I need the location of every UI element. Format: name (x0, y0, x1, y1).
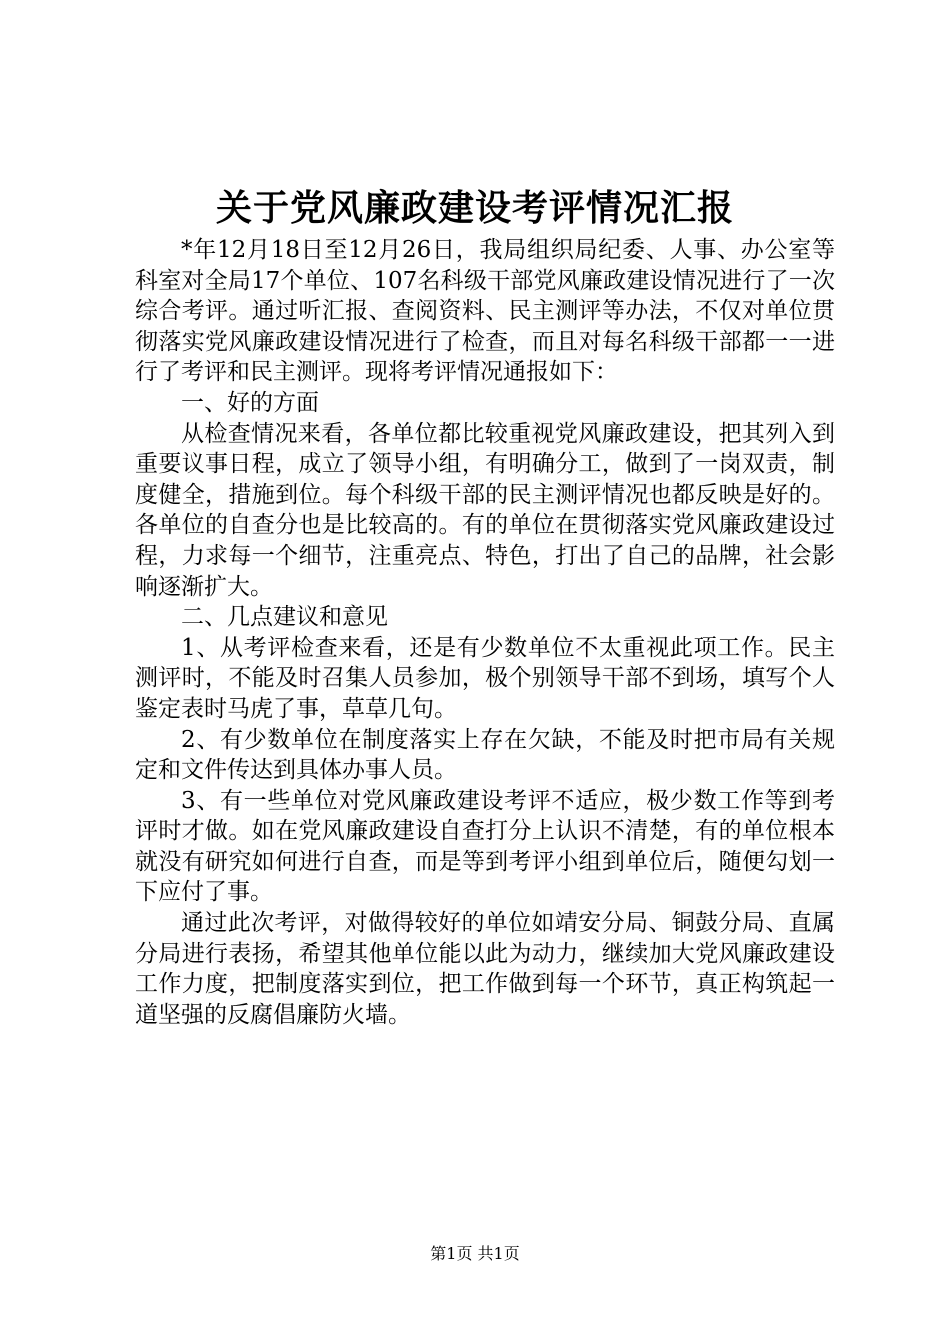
section-heading-good-aspects: 一、好的方面 (181, 389, 319, 416)
document-body (135, 235, 835, 1030)
suggestion-2-paragraph: 2、有少数单位在制度落实上存在欠缺，不能及时把市局有关规定和文件传达到具体办事人员。 (135, 726, 835, 784)
conclusion-paragraph: 通过此次考评，对做得较好的单位如靖安分局、铜鼓分局、直属分局进行表扬，希望其他单位能以此为动力，继续加大党风廉政建设工作力度，把制度落实到位，把工作做到每一个环节，真正构筑起一道坚强的反腐倡廉防火墙。 (135, 910, 835, 1028)
suggestion-1-paragraph: 1、从考评检查来看，还是有少数单位不太重视此项工作。民主测评时，不能及时召集人员参加，极个别领导干部不到场，填写个人鉴定表时马虎了事，草草几句。 (135, 634, 835, 722)
good-aspects-paragraph: 从检查情况来看，各单位都比较重视党风廉政建设，把其列入到重要议事日程，成立了领导小组，有明确分工，做到了一岗双责，制度健全，措施到位。每个科级干部的民主测评情况也都反映是好的。各单位的自查分也是比较高的。有的单位在贯彻落实党风廉政建设过程，力求每一个细节，注重亮点、特色，打出了自己的品牌，社会影响逐渐扩大。 (135, 420, 835, 600)
suggestion-3-paragraph: 3、有一些单位对党风廉政建设考评不适应，极少数工作等到考评时才做。如在党风廉政建设自查打分上认识不清楚，有的单位根本就没有研究如何进行自查，而是等到考评小组到单位后，随便勾划一下应付了事。 (135, 787, 835, 906)
intro-paragraph: *年12月18日至12月26日，我局组织局纪委、人事、办公室等科室对全局17个单位、107名科级干部党风廉政建设情况进行了一次综合考评。通过听汇报、查阅资料、民主测评等办法，不仅对单位贯彻落实党风廉政建设情况进行了检查，而且对每名科级干部都一一进行了考评和民主测评。现将考评情况通报如下： (135, 237, 835, 386)
document-title: 关于党风廉政建设考评情况汇报 (215, 187, 734, 229)
page-footer: 第1页 共1页 (430, 1244, 520, 1263)
section-heading-suggestions: 二、几点建议和意见 (181, 604, 388, 631)
